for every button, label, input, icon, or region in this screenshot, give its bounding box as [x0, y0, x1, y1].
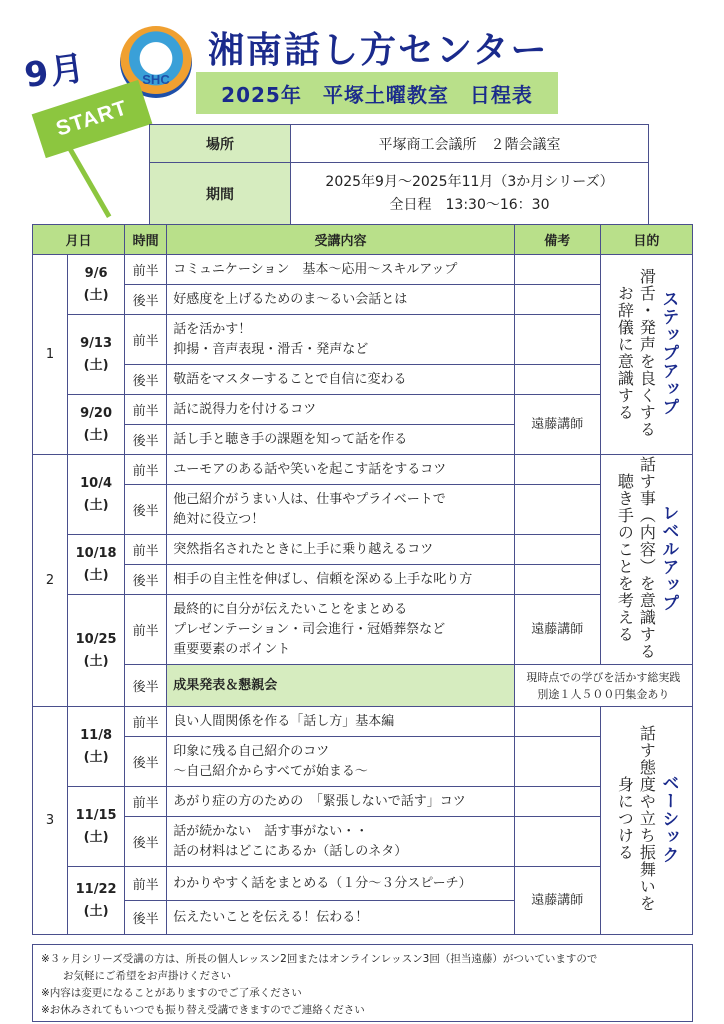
note-cell — [514, 315, 600, 365]
period-range: 2025年9月～2025年11月（3か月シリーズ） — [325, 173, 614, 190]
content-cell: 突然指名されたときに上手に乗り越えるコツ — [167, 535, 515, 565]
content-cell: 話が続かない 話す事がない・・ 話の材料はどこにあるか（話しのネタ） — [167, 817, 515, 867]
half-label: 後半 — [125, 485, 167, 535]
header-note: 備考 — [514, 225, 600, 255]
table-row — [33, 665, 693, 707]
purpose-title: ベーシック — [658, 773, 679, 864]
table-row — [33, 565, 693, 595]
note-cell — [514, 255, 600, 285]
header-time: 時間 — [125, 225, 167, 255]
note-cell — [514, 817, 600, 867]
content-cell: 伝えたいことを伝える！伝わる！ — [167, 901, 515, 935]
purpose-cell — [600, 455, 692, 665]
content-cell: コミュニケーション 基本〜応用〜スキルアップ — [167, 255, 515, 285]
half-label: 後半 — [125, 817, 167, 867]
purpose-line: 聴き手のことを考える — [615, 472, 635, 643]
period-hours: 全日程 13:30～16：30 — [389, 196, 550, 213]
note-cell: 遠藤講師 — [514, 395, 600, 455]
table-row — [33, 485, 693, 535]
period-label: 期間 — [150, 163, 291, 225]
content-cell: 成果発表＆懇親会 — [167, 665, 515, 707]
table-row — [33, 455, 693, 485]
half-label: 後半 — [125, 565, 167, 595]
half-label: 後半 — [125, 901, 167, 935]
content-cell: 敬語をマスターすることで自信に変わる — [167, 365, 515, 395]
note-cell — [514, 565, 600, 595]
month-number: 2 — [33, 455, 68, 707]
content-cell: ユーモアのある話や笑いを起こす話をするコツ — [167, 455, 515, 485]
date-cell: 10/4 (土) — [68, 455, 125, 535]
page-subtitle: 2025年 平塚土曜教室 日程表 — [196, 72, 558, 114]
content-cell: 他己紹介がうまい人は、仕事やプライベートで 絶対に役立つ！ — [167, 485, 515, 535]
content-cell: 好感度を上げるためのま〜るい会話とは — [167, 285, 515, 315]
date-cell: 11/15 (土) — [68, 787, 125, 867]
purpose-cell — [600, 255, 692, 455]
half-label: 前半 — [125, 255, 167, 285]
date-cell: 11/22 (土) — [68, 867, 125, 935]
table-row — [33, 707, 693, 737]
note-cell — [514, 455, 600, 485]
half-label: 後半 — [125, 285, 167, 315]
content-cell: 話し手と聴き手の課題を知って話を作る — [167, 425, 515, 455]
table-row — [33, 817, 693, 867]
note-cell: 遠藤講師 — [514, 595, 600, 665]
footer-note: ※内容は変更になることがありますのでご了承ください — [41, 987, 302, 999]
footer-note: お気軽にご希望をお声掛けください — [63, 970, 231, 982]
info-table — [149, 124, 649, 225]
content-cell: 話に説得力を付けるコツ — [167, 395, 515, 425]
purpose-title: レベルアップ — [658, 503, 679, 612]
content-cell: 印象に残る自己紹介のコツ 〜自己紹介からすべてが始まる〜 — [167, 737, 515, 787]
table-row — [33, 867, 693, 901]
schedule-table — [32, 224, 693, 935]
note-cell — [514, 535, 600, 565]
half-label: 前半 — [125, 395, 167, 425]
half-label: 前半 — [125, 787, 167, 817]
note-cell: 遠藤講師 — [514, 867, 600, 935]
purpose-line: 身につける — [615, 776, 635, 861]
table-row — [33, 737, 693, 787]
footer-notes — [32, 944, 693, 1022]
half-label: 前半 — [125, 315, 167, 365]
month-number: 1 — [33, 255, 68, 455]
footer-note: ※３ヶ月シリーズ受講の方は、所長の個人レッスン2回またはオンラインレッスン3回（担当遠藤）がついていますので — [41, 953, 598, 965]
month-number: 3 — [33, 707, 68, 935]
table-row — [33, 787, 693, 817]
page-title: 湘南話し方センター — [208, 30, 549, 71]
half-label: 前半 — [125, 595, 167, 665]
half-label: 後半 — [125, 425, 167, 455]
header-date: 月日 — [33, 225, 125, 255]
half-label: 後半 — [125, 737, 167, 787]
half-label: 後半 — [125, 365, 167, 395]
header-content: 受講内容 — [167, 225, 515, 255]
table-row — [33, 535, 693, 565]
date-cell: 10/18 (土) — [68, 535, 125, 595]
purpose-line: 話す態度や立ち振舞いを — [637, 725, 657, 912]
place-value: 平塚商工会議所 ２階会議室 — [291, 125, 649, 163]
purpose-line: 滑舌・発声を良くする — [637, 267, 657, 438]
table-row — [33, 395, 693, 425]
date-cell: 9/20 (土) — [68, 395, 125, 455]
content-cell: 相手の自主性を伸ばし、信頼を深める上手な叱り方 — [167, 565, 515, 595]
half-label: 前半 — [125, 535, 167, 565]
table-row — [33, 255, 693, 285]
period-value — [291, 163, 649, 225]
content-cell: わかりやすく話をまとめる（１分〜３分スピーチ） — [167, 867, 515, 901]
note-cell — [514, 365, 600, 395]
note-cell — [514, 485, 600, 535]
date-cell: 9/6 (土) — [68, 255, 125, 315]
table-row — [33, 595, 693, 665]
note-cell — [514, 707, 600, 737]
note-cell: 現時点での学びを活かす総実践 別途１人５００円集金あり — [514, 665, 692, 707]
half-label: 前半 — [125, 455, 167, 485]
table-row — [33, 365, 693, 395]
table-row — [33, 315, 693, 365]
table-row — [33, 285, 693, 315]
logo-text: SHC — [142, 72, 170, 87]
start-flag: START — [32, 80, 153, 158]
content-cell: 話を活かす！ 抑揚・音声表現・滑舌・発声など — [167, 315, 515, 365]
header-purpose: 目的 — [600, 225, 692, 255]
purpose-line: お辞儀に意識する — [615, 284, 635, 421]
content-cell: 良い人間関係を作る「話し方」基本編 — [167, 707, 515, 737]
note-cell — [514, 787, 600, 817]
half-label: 後半 — [125, 665, 167, 707]
date-cell: 11/8 (土) — [68, 707, 125, 787]
purpose-cell — [600, 707, 692, 935]
note-cell — [514, 737, 600, 787]
half-label: 前半 — [125, 867, 167, 901]
month-label: 9月 — [22, 47, 89, 97]
content-cell: あがり症の方のための 「緊張しないで話す」コツ — [167, 787, 515, 817]
purpose-line: 話す事（内容）を意識する — [637, 455, 657, 660]
purpose-title: ステップアップ — [658, 289, 679, 416]
date-cell: 10/25 (土) — [68, 595, 125, 707]
footer-note: ※お休みされてもいつでも振り替え受講できますのでご連絡ください — [41, 1004, 365, 1016]
place-label: 場所 — [150, 125, 291, 163]
date-cell: 9/13 (土) — [68, 315, 125, 395]
content-cell: 最終的に自分が伝えたいことをまとめる プレゼンテーション・司会進行・冠婚葬祭など 重要要素のポイント — [167, 595, 515, 665]
half-label: 前半 — [125, 707, 167, 737]
note-cell — [514, 285, 600, 315]
